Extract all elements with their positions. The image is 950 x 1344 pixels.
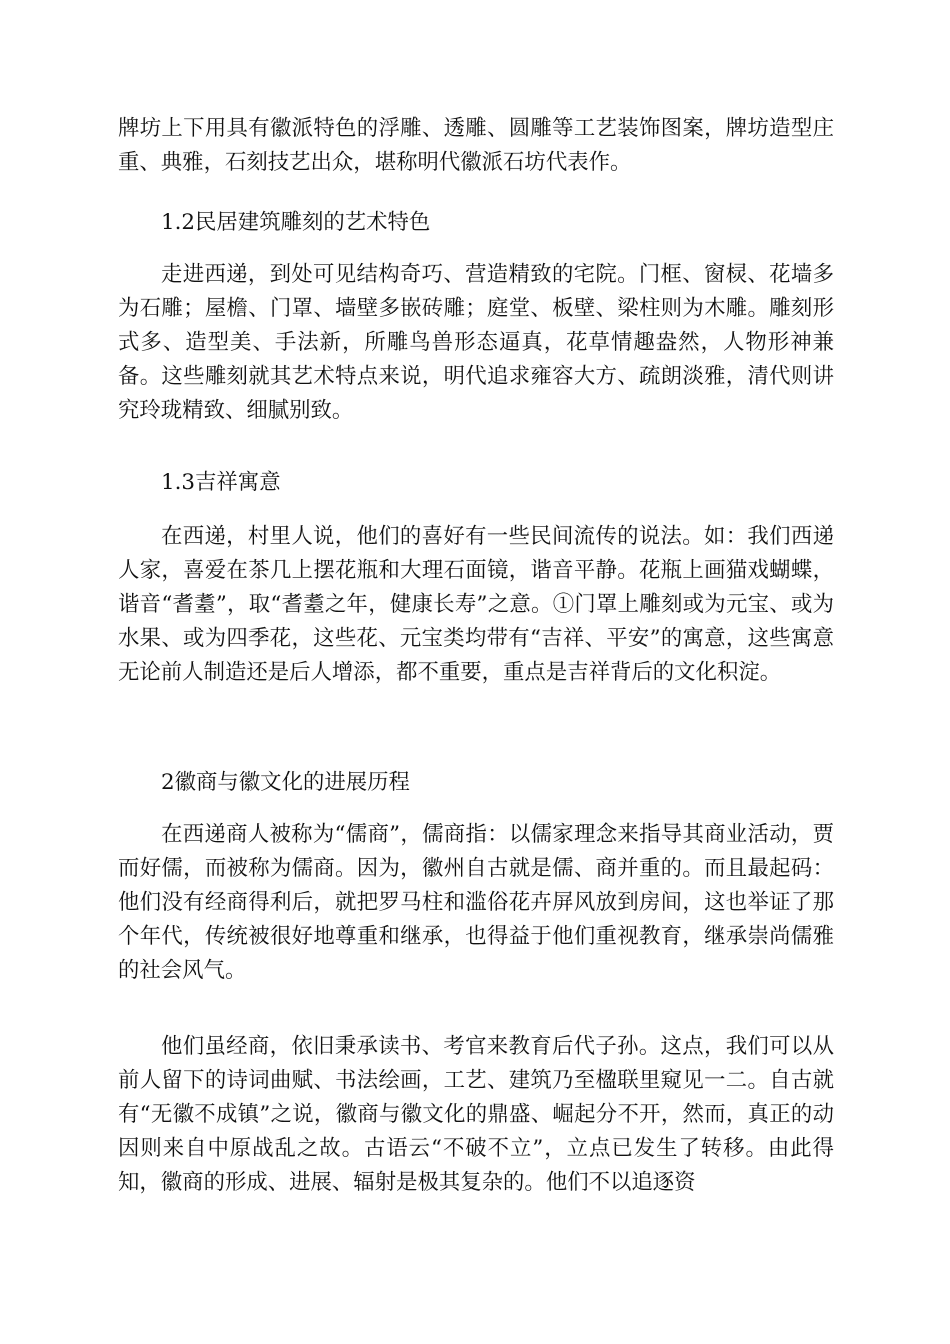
paragraph-continuation: 牌坊上下用具有徽派特色的浮雕、透雕、圆雕等工艺装饰图案，牌坊造型庄重、典雅，石刻技艺出众，堪称明代徽派石坊代表作。 xyxy=(118,116,834,175)
section-heading-1-2: 1.2民居建筑雕刻的艺术特色 xyxy=(161,210,431,235)
section-heading-1-3: 1.3吉祥寓意 xyxy=(161,470,281,495)
section-heading-2: 2徽商与徽文化的进展历程 xyxy=(161,770,410,795)
paragraph-auspicious-meaning: 在西递，村里人说，他们的喜好有一些民间流传的说法。如：我们西递人家，喜爱在茶几上摆花瓶和大理石面镜，谐音平静。花瓶上画猫戏蝴蝶，谐音“耆耋”，取“耆耋之年，健康长寿”之意。①门罩上雕刻或为元宝、或为水果、或为四季花，这些花、元宝类均带有“吉祥、平安”的寓意，这些寓意无论前人制造还是后人增添，都不重要，重点是吉祥背后的文化积淀。 xyxy=(118,524,834,685)
paragraph-carving-features: 走进西递，到处可见结构奇巧、营造精致的宅院。门框、窗棂、花墙多为石雕；屋檐、门罩、墙壁多嵌砖雕；庭堂、板壁、梁柱则为木雕。雕刻形式多、造型美、手法新，所雕鸟兽形态逼真，花草情趣盎然，人物形神兼备。这些雕刻就其艺术特点来说，明代追求雍容大方、疏朗淡雅，清代则讲究玲珑精致、细腻别致。 xyxy=(118,262,834,423)
paragraph-education-tradition: 他们虽经商，依旧秉承读书、考官来教育后代子孙。这点，我们可以从前人留下的诗词曲赋、书法绘画，工艺、建筑乃至楹联里窥见一二。自古就有“无徽不成镇”之说，徽商与徽文化的鼎盛、崛起分不开，然而，真正的动因则来自中原战乱之故。古语云“不破不立”，立点已发生了转移。由此得知，徽商的形成、进展、辐射是极其复杂的。他们不以追逐资 xyxy=(118,1034,834,1195)
paragraph-confucian-merchants: 在西递商人被称为“儒商”，儒商指：以儒家理念来指导其商业活动，贾而好儒，而被称为儒商。因为，徽州自古就是儒、商并重的。而且最起码：他们没有经商得利后，就把罗马柱和滥俗花卉屏风放到房间，这也举证了那个年代，传统被很好地尊重和继承，也得益于他们重视教育，继承崇尚儒雅的社会风气。 xyxy=(118,822,834,983)
